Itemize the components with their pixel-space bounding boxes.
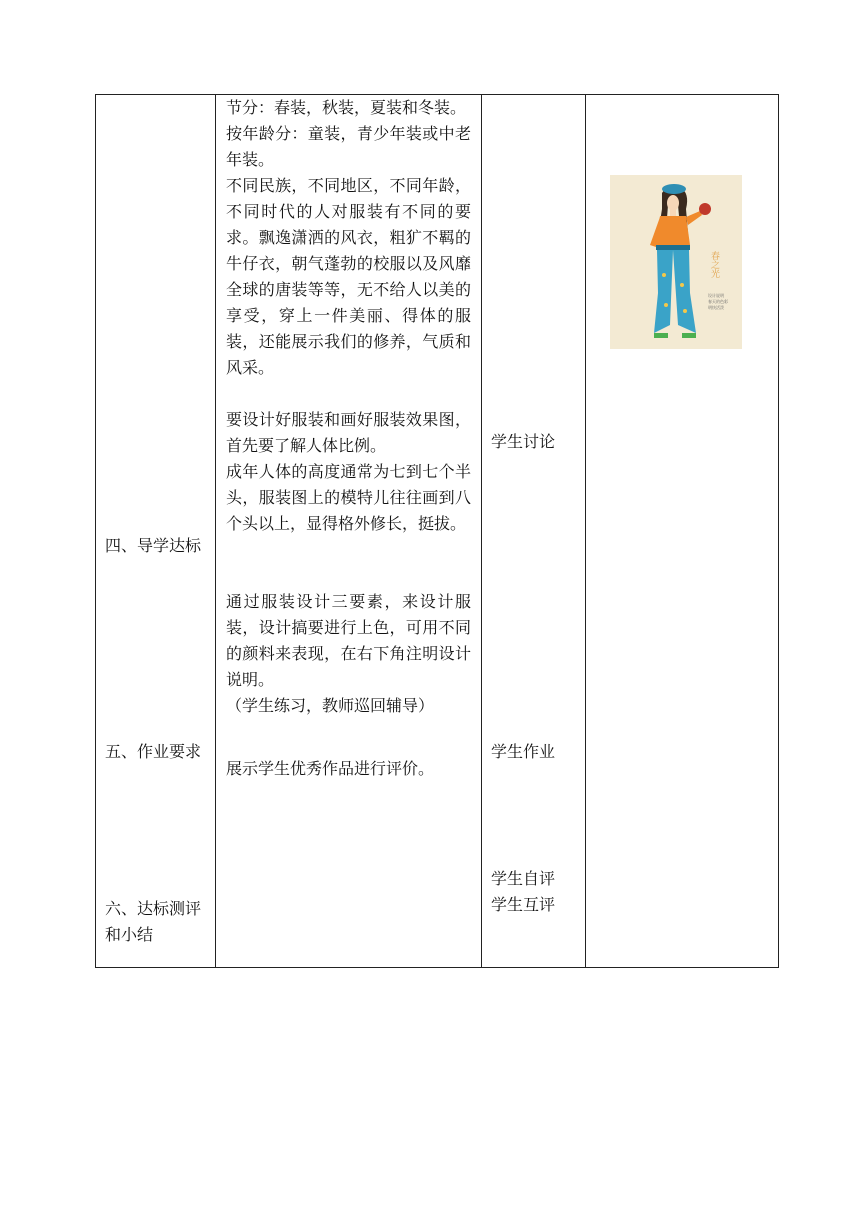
activity-homework: 学生作业 bbox=[491, 742, 556, 761]
section-label-4: 四、导学达标 bbox=[105, 536, 202, 555]
column-divider bbox=[481, 95, 482, 967]
activity-peer-eval: 学生互评 bbox=[491, 895, 556, 914]
section-label-6-line2: 和小结 bbox=[105, 925, 154, 944]
illustration-caption: 春之光 bbox=[709, 251, 719, 278]
fashion-design-illustration bbox=[610, 175, 742, 349]
illustration-note-1: 设计说明 bbox=[708, 293, 724, 298]
lesson-plan-table bbox=[95, 94, 779, 968]
content-season: 节分：春装，秋装，夏装和冬装。 bbox=[226, 98, 467, 117]
column-divider bbox=[585, 95, 586, 967]
section-label-5: 五、作业要求 bbox=[105, 742, 202, 761]
content-proportion-intro: 要设计好服装和画好服装效果图，首先要了解人体比例。 bbox=[226, 410, 471, 455]
figure-face bbox=[667, 195, 679, 211]
column-divider bbox=[215, 95, 216, 967]
content-proportion-detail: 成年人体的高度通常为七到七个半头，服装图上的模特儿往往画到八个头以上，显得格外修长，挺拔。 bbox=[226, 462, 471, 533]
content-diverse: 不同民族，不同地区，不同年龄，不同时代的人对服装有不同的要求。飘逸潇洒的风衣，粗犷不羁的牛仔衣，朝气蓬勃的校服以及风靡全球的唐装等等，无不给人以美的享受，穿上一件美丽、得体的服装，还能展示我们的修养，气质和风采。 bbox=[226, 176, 471, 377]
illustration-note-2: 春天的色彩 bbox=[708, 299, 728, 304]
content-show: 展示学生优秀作品进行评价。 bbox=[226, 759, 435, 778]
activity-discuss: 学生讨论 bbox=[491, 432, 556, 451]
content-practice: （学生练习，教师巡回辅导） bbox=[226, 696, 435, 715]
content-age: 按年龄分：童装，青少年装或中老年装。 bbox=[226, 124, 471, 169]
illustration-note-3: 明快活泼 bbox=[708, 305, 724, 310]
section-label-6-line1: 六、达标测评 bbox=[105, 899, 202, 918]
figure-flower bbox=[699, 203, 711, 215]
figure-hat bbox=[662, 184, 686, 194]
activity-self-eval: 学生自评 bbox=[491, 869, 556, 888]
content-design: 通过服装设计三要素，来设计服装，设计搞要进行上色，可用不同的颜料来表现，在右下角注明设计说明。 bbox=[226, 592, 471, 689]
